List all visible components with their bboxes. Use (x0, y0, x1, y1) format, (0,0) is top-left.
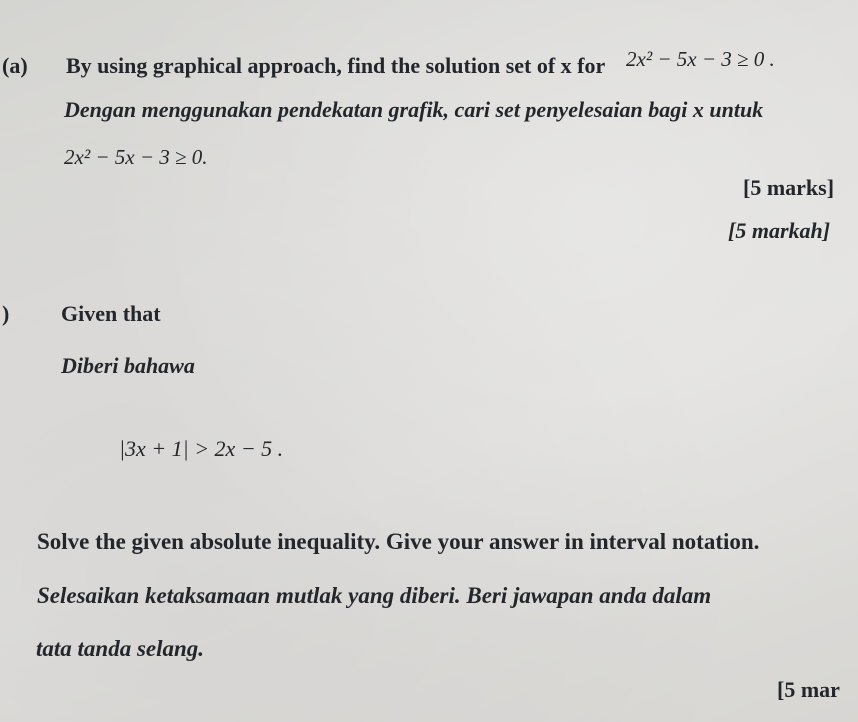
part-a-label: (a) (2, 53, 28, 78)
part-a-malay-inequality: 2x² − 5x − 3 ≥ 0. (64, 145, 208, 169)
part-b-given-english: Given that (61, 301, 161, 326)
part-b-instruction-malay-line1: Selesaikan ketaksamaan mutlak yang diberi. Beri jawapan anda dalam (37, 583, 712, 608)
part-a-question-malay: Dengan menggunakan pendekatan grafik, cari set penyelesaian bagi x untuk (64, 97, 764, 122)
part-b-given-malay: Diberi bahawa (61, 353, 195, 378)
part-a-inequality: 2x² − 5x − 3 ≥ 0 . (626, 47, 775, 71)
part-b-label: ) (2, 301, 10, 326)
part-b-instruction-english: Solve the given absolute inequality. Give your answer in interval notation. (37, 529, 760, 554)
part-b-instruction-malay-line2: tata tanda selang. (36, 636, 205, 661)
part-b-inequality: |3x + 1| > 2x − 5 . (119, 436, 284, 461)
part-a-marks-english: [5 marks] (743, 175, 835, 200)
part-a-marks-malay: [5 markah] (728, 218, 831, 243)
part-a-question-english: By using graphical approach, find the solution set of x for (66, 53, 606, 78)
part-b-marks-english: [5 mar (777, 677, 840, 702)
